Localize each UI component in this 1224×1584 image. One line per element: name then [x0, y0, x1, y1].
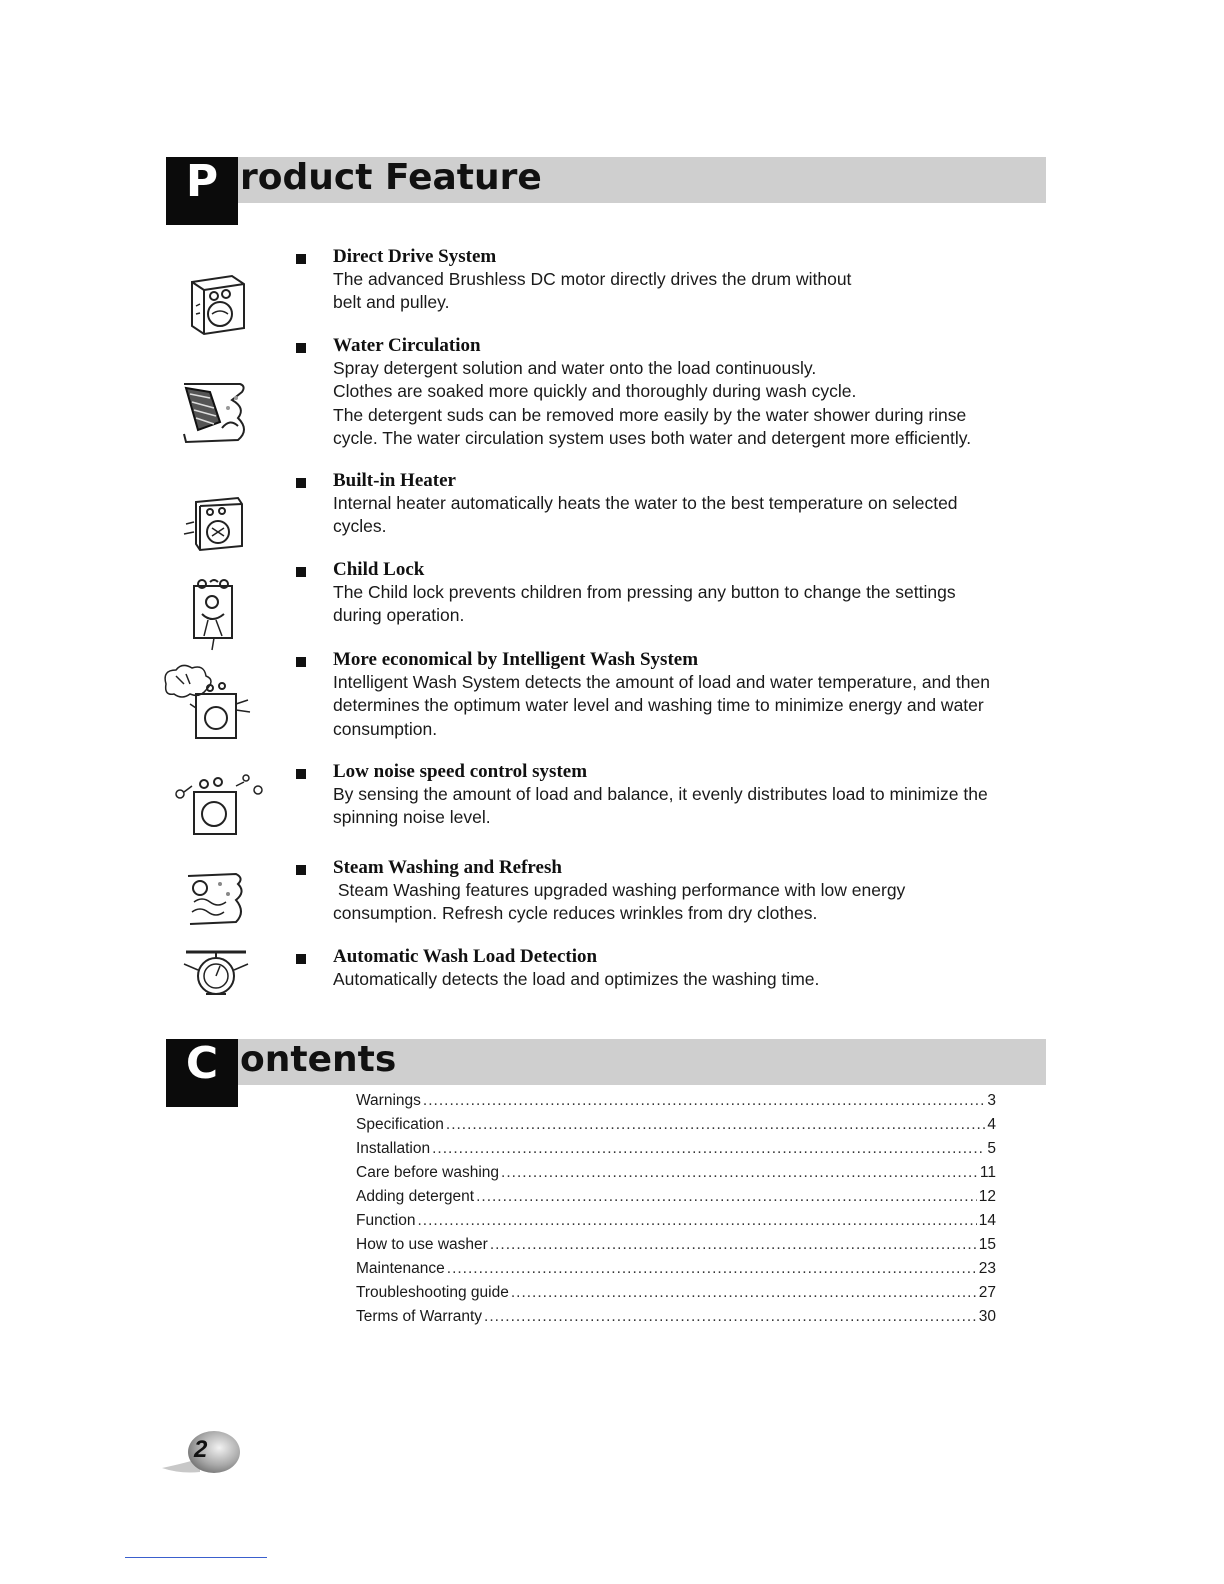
toc-page: 12 [978, 1188, 996, 1205]
toc-leader [511, 1284, 977, 1302]
feature-title: Automatic Wash Load Detection [333, 946, 598, 967]
feature-title: Steam Washing and Refresh [333, 857, 562, 878]
bullet-icon [296, 657, 306, 667]
heater-washer-icon [182, 494, 248, 554]
toc-page: 4 [987, 1116, 996, 1133]
toc-page: 3 [987, 1092, 996, 1109]
toc-page: 23 [978, 1260, 996, 1277]
toc-leader [501, 1164, 978, 1182]
bullet-icon [296, 954, 306, 964]
toc-page: 15 [978, 1236, 996, 1253]
feature-description [333, 671, 1063, 741]
feature-line: Steam Washing features upgraded washing performance with low energy [333, 880, 906, 900]
toc-leader [423, 1092, 985, 1110]
footer-rule [125, 1557, 267, 1558]
child-lock-icon [188, 578, 240, 652]
feature-description [333, 783, 1063, 830]
toc-leader [447, 1260, 977, 1278]
feature-title: Child Lock [333, 559, 425, 580]
feature-line: consumption. Refresh cycle reduces wrinkles from dry clothes. [333, 903, 818, 924]
toc-leader [484, 1308, 977, 1326]
feature-line: determines the optimum water level and washing time to minimize energy and water [333, 695, 984, 716]
toc-page: 27 [978, 1284, 996, 1301]
toc-title: Care before washing [356, 1164, 500, 1181]
feature-title: More economical by Intelligent Wash System [333, 649, 699, 670]
bullet-icon [296, 343, 306, 353]
washer-face-drum-icon [186, 268, 250, 338]
feature-line: Automatically detects the load and optimizes the washing time. [333, 969, 820, 989]
feature-title: Built-in Heater [333, 470, 456, 491]
feature-line: cycle. The water circulation system uses both water and detergent more efficiently. [333, 427, 972, 448]
toc-title: Installation [356, 1140, 431, 1157]
toc-title: Troubleshooting guide [356, 1284, 509, 1301]
feature-line: cycles. [333, 516, 387, 537]
toc-title: Terms of Warranty [356, 1308, 483, 1325]
feature-description [333, 581, 1063, 628]
bullet-icon [296, 254, 306, 264]
toc-title: Adding detergent [356, 1188, 475, 1205]
toc-page: 5 [987, 1140, 996, 1157]
toc-page: 11 [979, 1164, 996, 1181]
feature-line: consumption. [333, 718, 438, 739]
feature-line: By sensing the amount of load and balance, it evenly distributes load to minimize the [333, 784, 988, 804]
toc-entry[interactable] [356, 1236, 996, 1260]
quiet-washer-icon [170, 772, 266, 838]
feature-line: belt and pulley. [333, 292, 450, 313]
feature-title: Water Circulation [333, 335, 481, 356]
feature-line: The detergent suds can be removed more easily by the water shower during rinse [333, 404, 967, 425]
steam-washer-icon [180, 870, 248, 928]
toc-entry[interactable] [356, 1116, 996, 1140]
toc-title: Warnings [356, 1092, 421, 1109]
product-feature-header [166, 157, 1046, 227]
toc-entry[interactable] [356, 1164, 996, 1188]
toc-entry[interactable] [356, 1260, 996, 1284]
feature-description [333, 879, 1063, 926]
thinking-washer-icon [160, 664, 256, 744]
page-number-badge [160, 1428, 242, 1478]
table-of-contents [356, 1092, 996, 1332]
toc-entry[interactable] [356, 1092, 996, 1116]
header-title-product-feature: roduct Feature [240, 157, 542, 198]
water-circulation-icon [176, 378, 252, 448]
toc-page: 14 [978, 1212, 996, 1229]
feature-title: Low noise speed control system [333, 761, 588, 782]
feature-line: Internal heater automatically heats the water to the best temperature on selected [333, 493, 958, 513]
feature-line: The advanced Brushless DC motor directly drives the drum without [333, 269, 852, 289]
load-scale-icon [178, 948, 254, 1000]
toc-title: Function [356, 1212, 416, 1229]
feature-description [333, 492, 1063, 539]
toc-leader [490, 1236, 977, 1254]
bullet-icon [296, 478, 306, 488]
header-initial-c: C [166, 1039, 238, 1107]
toc-title: Specification [356, 1116, 444, 1133]
bullet-icon [296, 567, 306, 577]
feature-description [333, 968, 1063, 991]
feature-line: during operation. [333, 605, 465, 626]
feature-line: Spray detergent solution and water onto the load continuously. [333, 358, 817, 378]
feature-title: Direct Drive System [333, 246, 497, 267]
bullet-icon [296, 769, 306, 779]
toc-leader [446, 1116, 985, 1134]
page-number: 2 [194, 1436, 208, 1463]
toc-title: How to use washer [356, 1236, 488, 1253]
toc-leader [417, 1212, 976, 1230]
toc-entry[interactable] [356, 1284, 996, 1308]
feature-description [333, 268, 1063, 315]
toc-entry[interactable] [356, 1140, 996, 1164]
feature-description [333, 357, 1063, 450]
bullet-icon [296, 865, 306, 875]
toc-leader [476, 1188, 977, 1206]
toc-title: Maintenance [356, 1260, 445, 1277]
feature-line: Clothes are soaked more quickly and thoroughly during wash cycle. [333, 381, 857, 402]
toc-entry[interactable] [356, 1188, 996, 1212]
header-initial-p: P [166, 157, 238, 225]
feature-line: spinning noise level. [333, 807, 491, 828]
toc-entry[interactable] [356, 1308, 996, 1332]
toc-leader [432, 1140, 985, 1158]
feature-line: Intelligent Wash System detects the amount of load and water temperature, and then [333, 672, 990, 692]
toc-entry[interactable] [356, 1212, 996, 1236]
toc-page: 30 [978, 1308, 996, 1325]
header-title-contents: ontents [240, 1039, 397, 1080]
feature-line: The Child lock prevents children from pressing any button to change the settings [333, 582, 956, 602]
